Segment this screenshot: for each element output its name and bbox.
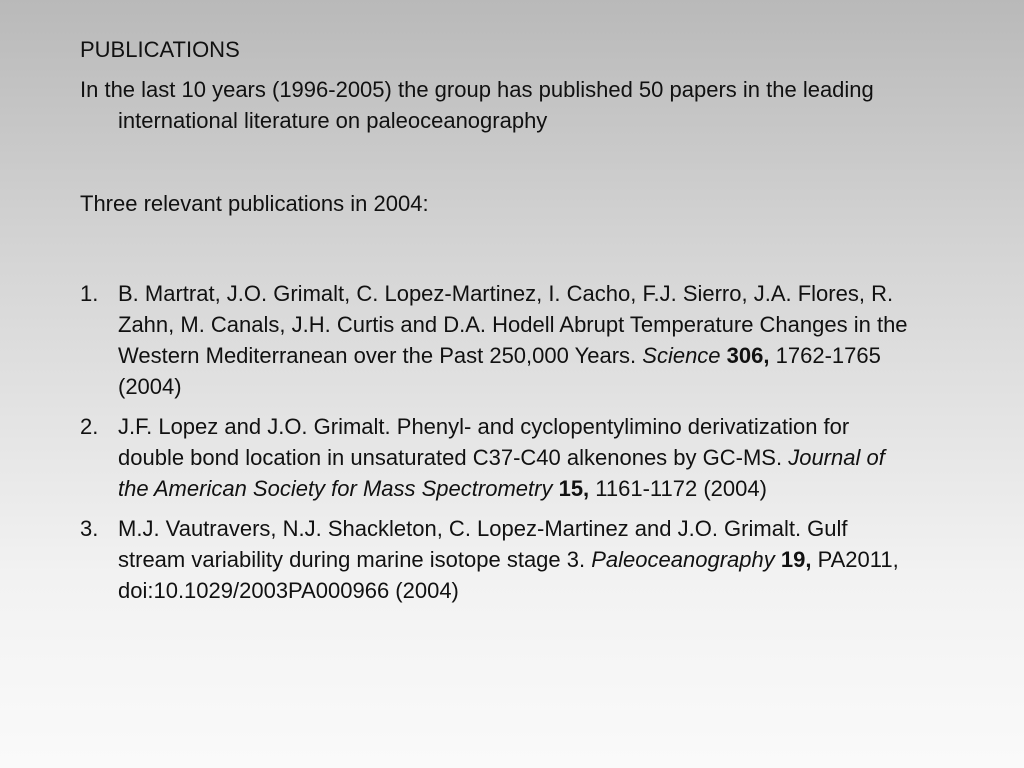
reference-item-3	[80, 513, 920, 606]
reference-volume: 306,	[726, 343, 770, 368]
reference-journal: Journal of the American Society for Mass Spectrometry	[118, 445, 885, 501]
reference-details: 1762-1765 (2004)	[118, 343, 881, 399]
reference-volume: 15,	[558, 476, 590, 501]
reference-number: 2.	[80, 414, 99, 439]
reference-volume: 19,	[780, 547, 812, 572]
page-title: PUBLICATIONS	[80, 37, 240, 62]
reference-journal: Paleoceanography	[591, 547, 775, 572]
reference-list	[80, 278, 920, 606]
reference-text: J.F. Lopez and J.O. Grimalt. Phenyl- and cyclopentylimino derivatization for double bond location in unsaturated C37-C40 alkenones by GC-MS.	[118, 414, 850, 470]
reference-text: M.J. Vautravers, N.J. Shackleton, C. Lopez-Martinez and J.O. Grimalt. Gulf stream variability during marine isotope stage 3.	[118, 516, 848, 572]
reference-number: 3.	[80, 516, 99, 541]
intro-paragraph: In the last 10 years (1996-2005) the group has published 50 papers in the leading international literature on paleoceanography	[80, 77, 874, 133]
reference-details: PA2011, doi:10.1029/2003PA000966 (2004)	[118, 547, 899, 603]
reference-item-2	[80, 411, 920, 504]
reference-journal: Science	[642, 343, 721, 368]
reference-text: B. Martrat, J.O. Grimalt, C. Lopez-Martinez, I. Cacho, F.J. Sierro, J.A. Flores, R. Zahn, M. Canals, J.H. Curtis and D.A. Hodell Abrupt Temperature Changes in the Western Mediterranean over the Past 250,000 Years.	[118, 281, 908, 368]
reference-number: 1.	[80, 281, 99, 306]
section-subheading: Three relevant publications in 2004:	[80, 191, 429, 216]
reference-details: 1161-1172 (2004)	[595, 476, 767, 501]
publications-slide	[80, 34, 920, 615]
reference-item-1	[80, 278, 920, 402]
